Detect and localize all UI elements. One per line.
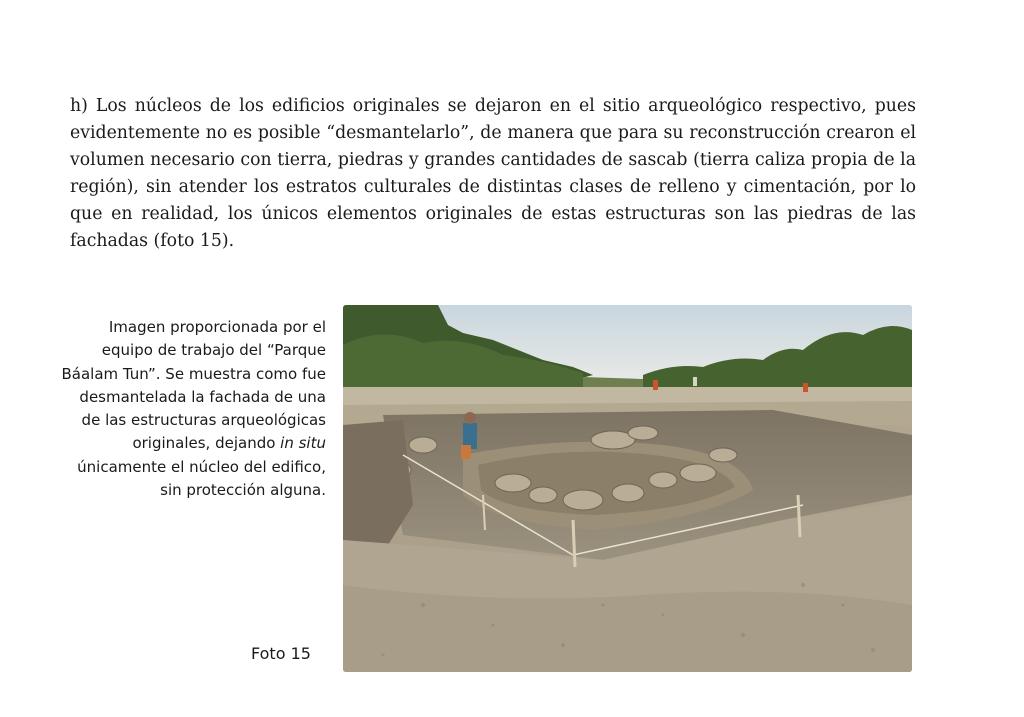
excavation-photo-image — [343, 305, 912, 672]
photo-number-label: Foto 15 — [251, 644, 311, 663]
excavation-photo — [343, 305, 912, 672]
photo-caption — [60, 316, 326, 502]
caption-text-end: únicamente el núcleo del edifico, sin protección alguna. — [77, 457, 326, 500]
caption-italic-in-situ: in situ — [280, 434, 326, 453]
body-paragraph: h) Los núcleos de los edificios originales se dejaron en el sitio arqueológico respectivo, pues evidentemente no es posible “desmantelarlo”, de manera que para su reconstrucción crearon el volumen necesario con tierra, piedras y grandes cantidades de sascab (tierra caliza propia de la región), sin atender los estratos culturales de distintas clases de relleno y cimentación, por lo que en realidad, los únicos elementos originales de estas estructuras son las piedras de las fachadas (foto 15). — [70, 96, 916, 251]
caption-text-start: Imagen proporcionada por el equipo de trabajo del “Parque Báalam Tun”. Se muestra como fue desmantelada la fachada de una de las estructuras arqueológicas originales, dejando — [61, 318, 326, 453]
